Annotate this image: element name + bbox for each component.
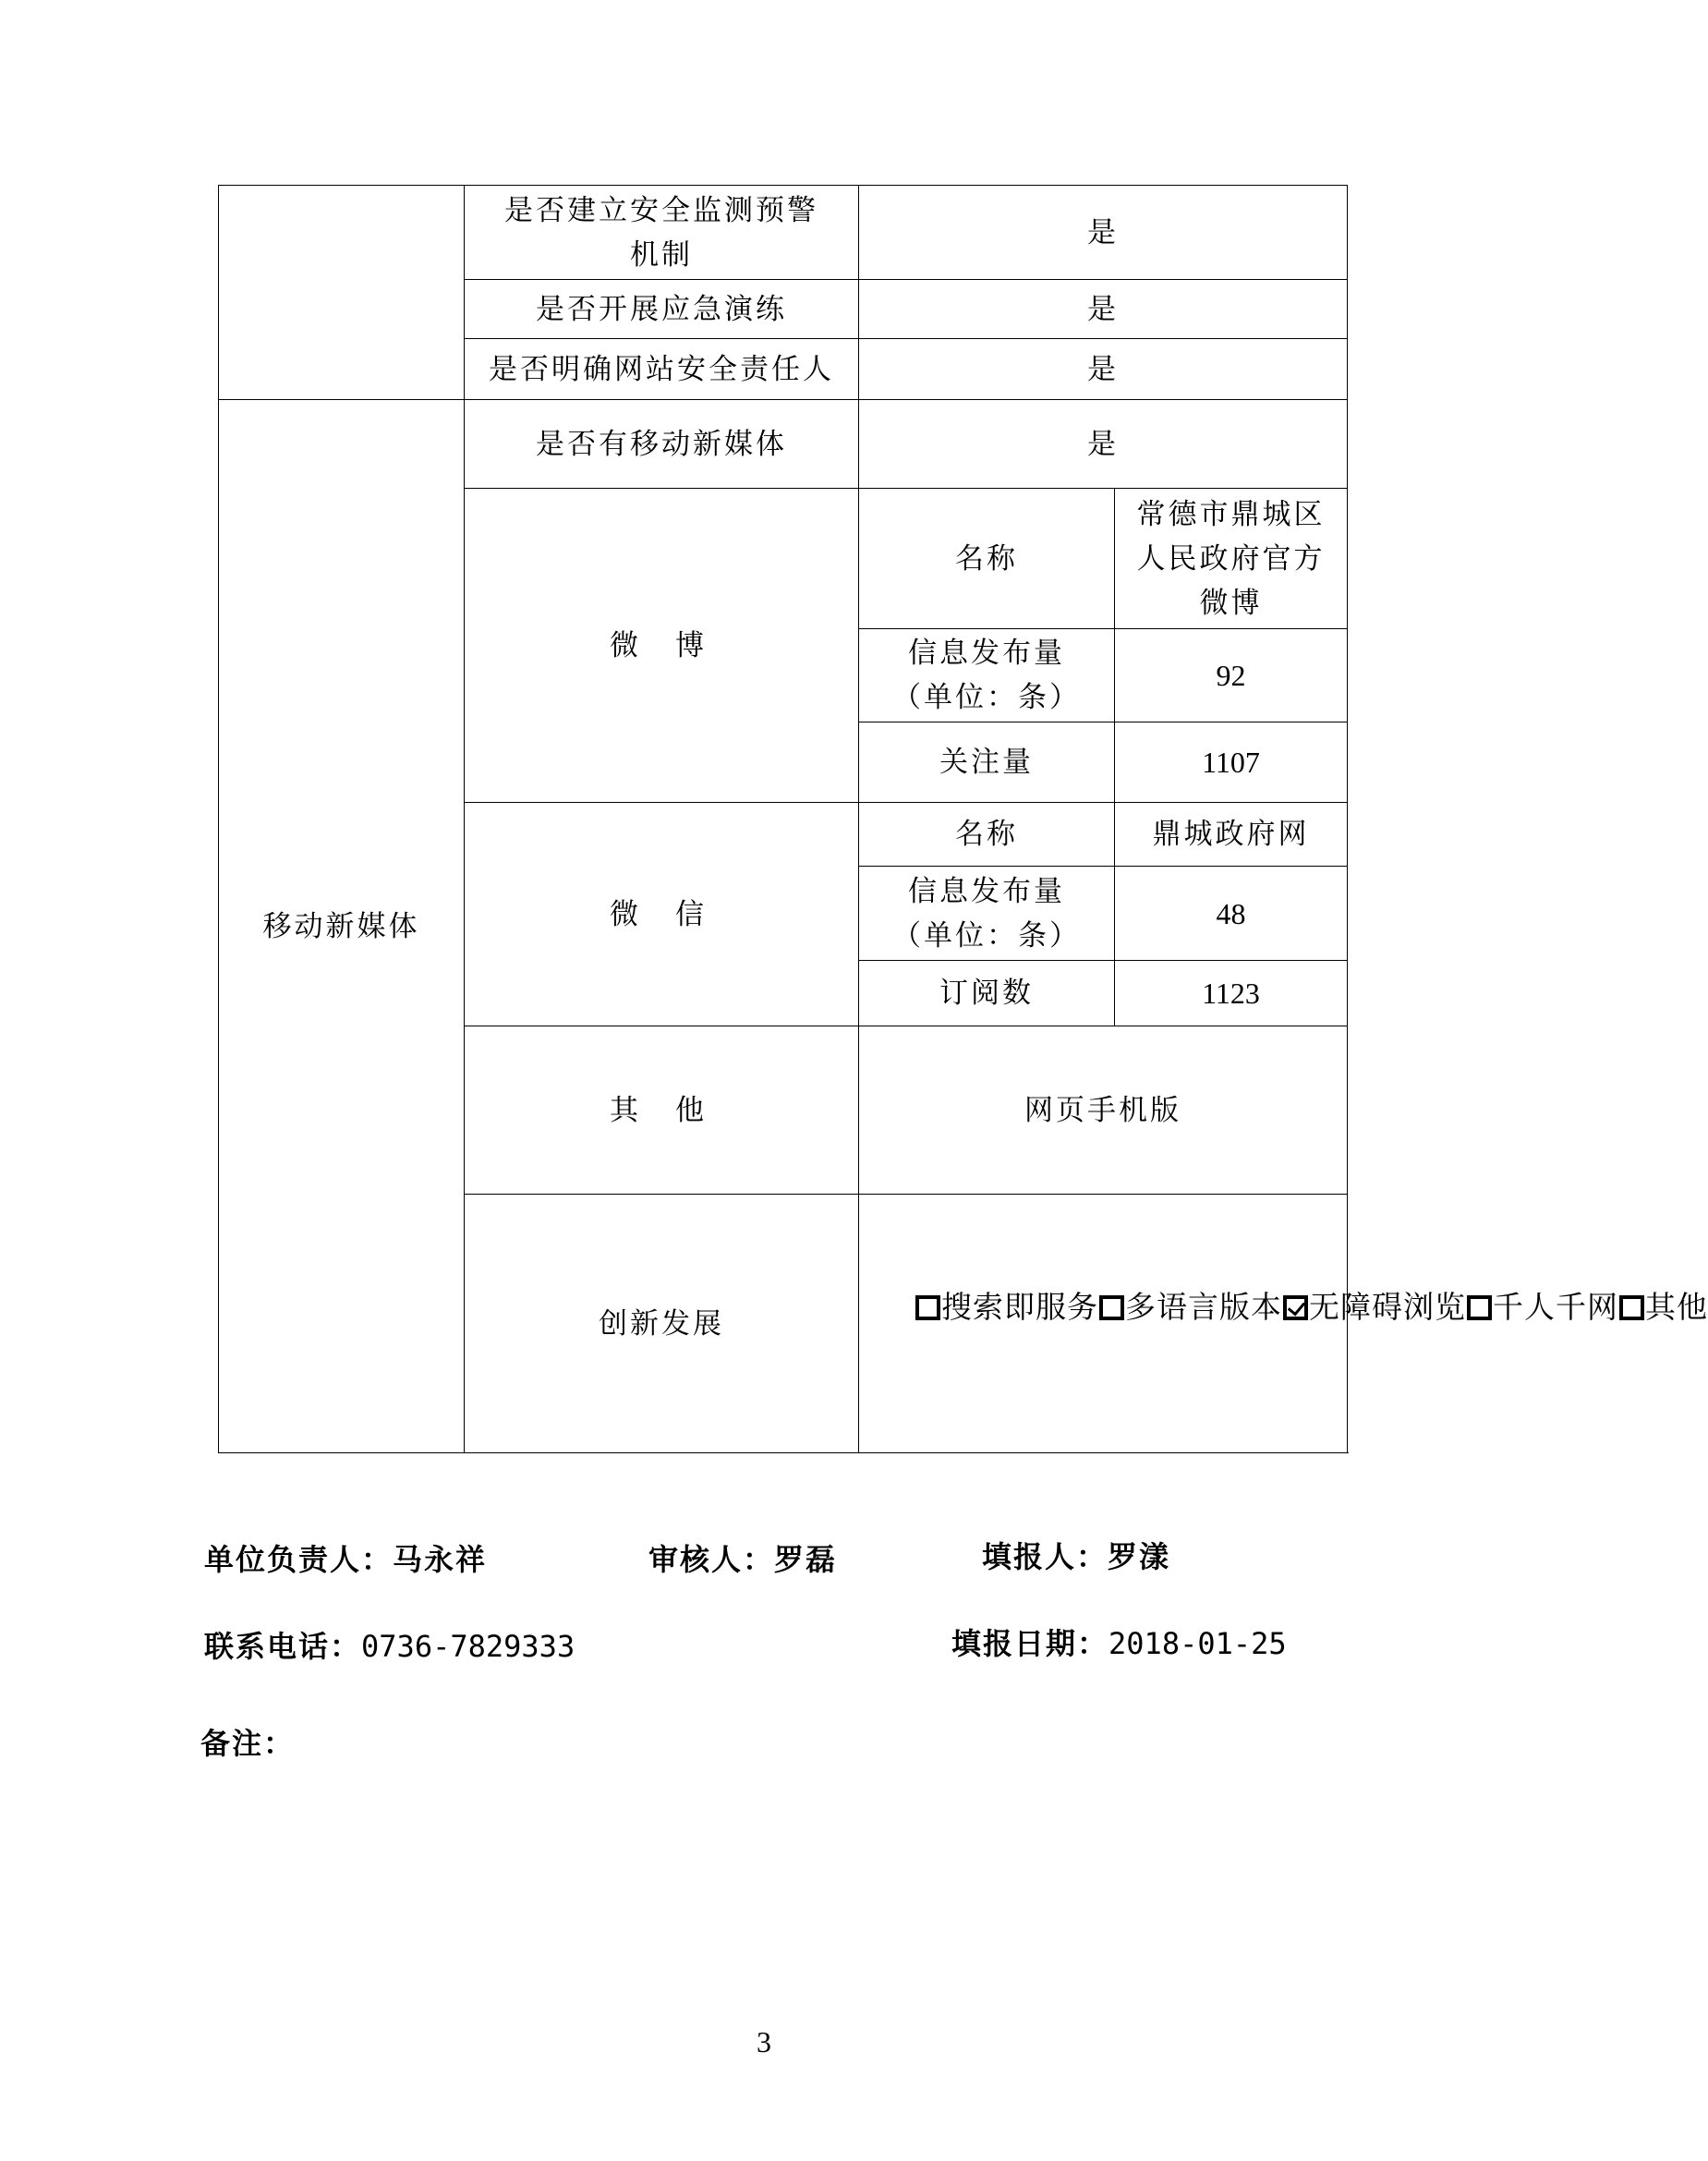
has-media-value: 是: [859, 400, 1348, 489]
row-label: 是否明确网站安全责任人: [465, 339, 859, 400]
innovation-options: [859, 1195, 1708, 1453]
page-number: 3: [757, 2025, 771, 2058]
row-label: 是否建立安全监测预警机制: [465, 186, 859, 280]
remark: 备注：: [200, 1726, 296, 1761]
wechat-subs-label: 订阅数: [859, 961, 1115, 1026]
checkbox-checked[interactable]: [1283, 1295, 1308, 1320]
filler: 填报人：罗漾: [982, 1539, 1171, 1574]
row-value: 是: [859, 186, 1348, 280]
option-personalized[interactable]: 千人千网: [1466, 1289, 1618, 1325]
fill-date: 填报日期：2018-01-25: [951, 1626, 1287, 1661]
report-table: [218, 185, 1708, 1453]
reviewer: 审核人：罗磊: [648, 1542, 838, 1577]
unit-head: 单位负责人：马永祥: [204, 1542, 488, 1577]
weibo-name-value: 常德市鼎城区人民政府官方微博: [1115, 489, 1348, 629]
wechat-label: 微信: [465, 803, 859, 1026]
wechat-subs-value: 1123: [1115, 961, 1348, 1026]
other-value: 网页手机版: [859, 1026, 1348, 1195]
weibo-label: 微博: [465, 489, 859, 803]
wechat-posts-label: 信息发布量（单位：条）: [859, 867, 1115, 961]
weibo-name-label: 名称: [859, 489, 1115, 629]
mobile-section-label: 移动新媒体: [219, 400, 465, 1453]
innovation-option-list: [915, 1289, 1708, 1325]
table-row: [219, 186, 1348, 280]
checkbox[interactable]: [1619, 1295, 1644, 1320]
wechat-name-label: 名称: [859, 803, 1115, 867]
checkbox[interactable]: [915, 1295, 940, 1320]
weibo-posts-value: 92: [1115, 629, 1348, 722]
checkbox[interactable]: [1099, 1295, 1124, 1320]
other-label: 其他: [465, 1026, 859, 1195]
option-multilingual[interactable]: 多语言版本: [1098, 1289, 1282, 1325]
checkbox[interactable]: [1467, 1295, 1492, 1320]
row-value: 是: [859, 280, 1348, 339]
option-other[interactable]: 其他: [1618, 1289, 1708, 1325]
weibo-posts-label: 信息发布量（单位：条）: [859, 629, 1115, 722]
table-row: [219, 400, 1348, 489]
wechat-name-value: 鼎城政府网: [1115, 803, 1348, 867]
innovation-label: 创新发展: [465, 1195, 859, 1453]
security-section-cell: [219, 186, 465, 400]
has-media-label: 是否有移动新媒体: [465, 400, 859, 489]
weibo-followers-label: 关注量: [859, 722, 1115, 803]
contact-phone: 联系电话：0736-7829333: [204, 1629, 575, 1664]
row-value: 是: [859, 339, 1348, 400]
row-label: 是否开展应急演练: [465, 280, 859, 339]
wechat-posts-value: 48: [1115, 867, 1348, 961]
option-search-service[interactable]: 搜索即服务: [915, 1289, 1098, 1325]
option-accessibility[interactable]: 无障碍浏览: [1282, 1289, 1466, 1325]
weibo-followers-value: 1107: [1115, 722, 1348, 803]
